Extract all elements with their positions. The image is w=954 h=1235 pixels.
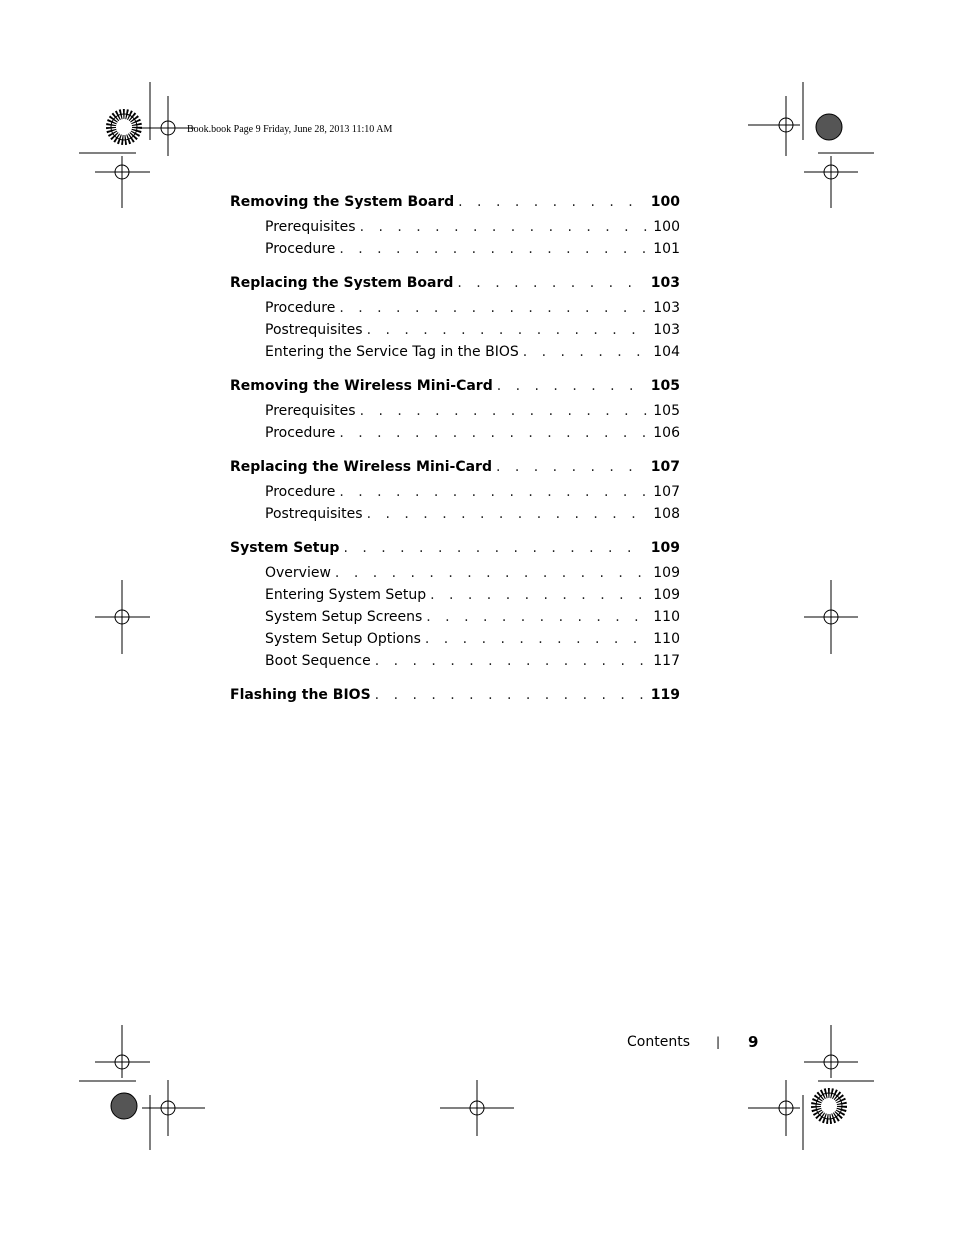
toc-entry[interactable] bbox=[265, 401, 680, 421]
toc-entry-page: 107 bbox=[650, 459, 680, 475]
toc-entry-title: Removing the Wireless Mini-Card bbox=[230, 378, 493, 394]
toc-entry-page: 103 bbox=[653, 300, 680, 316]
toc-entry-title: Replacing the System Board bbox=[230, 275, 454, 291]
toc-entry-title: Postrequisites bbox=[265, 322, 363, 338]
toc-entry[interactable] bbox=[265, 482, 680, 502]
toc-entry-page: 110 bbox=[653, 631, 680, 647]
toc-entry-title: Replacing the Wireless Mini-Card bbox=[230, 459, 492, 475]
toc-entry-page: 109 bbox=[650, 540, 680, 556]
toc-dot-leader bbox=[426, 607, 647, 627]
toc-dot-leader bbox=[496, 457, 645, 477]
toc-entry-page: 108 bbox=[653, 506, 680, 522]
toc-entry-page: 117 bbox=[653, 653, 680, 669]
toc-dot-leader bbox=[367, 504, 648, 524]
toc-entry-title: System Setup bbox=[230, 540, 340, 556]
toc-entry-title: Overview bbox=[265, 565, 331, 581]
toc-entry-page: 119 bbox=[650, 687, 680, 703]
toc-entry-title: Procedure bbox=[265, 241, 336, 257]
toc-entry[interactable] bbox=[265, 298, 680, 318]
page-footer bbox=[600, 1032, 760, 1052]
toc-entry-title: Entering System Setup bbox=[265, 587, 427, 603]
toc-dot-leader bbox=[375, 685, 645, 705]
toc-entry[interactable] bbox=[265, 320, 680, 340]
toc-entry-title: Flashing the BIOS bbox=[230, 687, 371, 703]
toc-dot-leader bbox=[425, 629, 647, 649]
toc-dot-leader bbox=[335, 563, 647, 583]
toc-dot-leader bbox=[430, 585, 647, 605]
footer-page-number: 9 bbox=[748, 1033, 759, 1051]
toc-entry[interactable] bbox=[265, 342, 680, 362]
toc-dot-leader bbox=[343, 538, 644, 558]
toc-entry-page: 100 bbox=[650, 194, 680, 210]
toc-entry[interactable] bbox=[230, 685, 680, 705]
toc-entry-title: Postrequisites bbox=[265, 506, 363, 522]
footer-separator: | bbox=[716, 1035, 721, 1049]
toc-entry-page: 104 bbox=[653, 344, 680, 360]
toc-entry-page: 110 bbox=[653, 609, 680, 625]
toc-entry[interactable] bbox=[230, 538, 680, 558]
toc-dot-leader bbox=[339, 298, 647, 318]
toc-entry[interactable] bbox=[265, 585, 680, 605]
toc-entry[interactable] bbox=[230, 457, 680, 477]
toc-entry[interactable] bbox=[230, 192, 680, 212]
toc-entry-title: System Setup Options bbox=[265, 631, 421, 647]
toc-dot-leader bbox=[375, 651, 648, 671]
toc-entry-page: 105 bbox=[653, 403, 680, 419]
toc-entry[interactable] bbox=[265, 423, 680, 443]
toc-entry-title: Entering the Service Tag in the BIOS bbox=[265, 344, 519, 360]
toc-entry[interactable] bbox=[265, 651, 680, 671]
toc-dot-leader bbox=[457, 273, 644, 293]
toc-entry[interactable] bbox=[265, 504, 680, 524]
toc-entry-title: Procedure bbox=[265, 300, 336, 316]
toc-dot-leader bbox=[360, 401, 648, 421]
footer-section-label: Contents bbox=[627, 1034, 690, 1050]
toc-entry[interactable] bbox=[265, 563, 680, 583]
toc-dot-leader bbox=[339, 482, 647, 502]
toc-entry[interactable] bbox=[265, 239, 680, 259]
toc-entry-page: 101 bbox=[653, 241, 680, 257]
toc-entry-page: 105 bbox=[650, 378, 680, 394]
toc-dot-leader bbox=[360, 217, 648, 237]
toc-entry-title: System Setup Screens bbox=[265, 609, 423, 625]
toc-dot-leader bbox=[339, 239, 647, 259]
toc-dot-leader bbox=[339, 423, 647, 443]
toc-entry-title: Removing the System Board bbox=[230, 194, 455, 210]
toc-entry-page: 100 bbox=[653, 219, 680, 235]
toc-entry-page: 103 bbox=[653, 322, 680, 338]
toc-entry[interactable] bbox=[230, 376, 680, 396]
toc-entry-title: Prerequisites bbox=[265, 219, 356, 235]
print-header-stamp: Book.book Page 9 Friday, June 28, 2013 11:10 AM bbox=[187, 124, 393, 135]
toc-dot-leader bbox=[523, 342, 648, 362]
toc-entry[interactable] bbox=[265, 607, 680, 627]
toc-entry-page: 106 bbox=[653, 425, 680, 441]
toc-entry-title: Prerequisites bbox=[265, 403, 356, 419]
toc-entry-page: 103 bbox=[650, 275, 680, 291]
toc-entry[interactable] bbox=[265, 629, 680, 649]
toc-dot-leader bbox=[458, 192, 645, 212]
toc-entry-title: Boot Sequence bbox=[265, 653, 371, 669]
toc-dot-leader bbox=[367, 320, 648, 340]
toc-entry-page: 107 bbox=[653, 484, 680, 500]
toc-entry-title: Procedure bbox=[265, 484, 336, 500]
toc-entry[interactable] bbox=[230, 273, 680, 293]
toc-entry-page: 109 bbox=[653, 587, 680, 603]
toc-dot-leader bbox=[497, 376, 645, 396]
toc-entry-title: Procedure bbox=[265, 425, 336, 441]
toc-entry-page: 109 bbox=[653, 565, 680, 581]
toc-entry[interactable] bbox=[265, 217, 680, 237]
